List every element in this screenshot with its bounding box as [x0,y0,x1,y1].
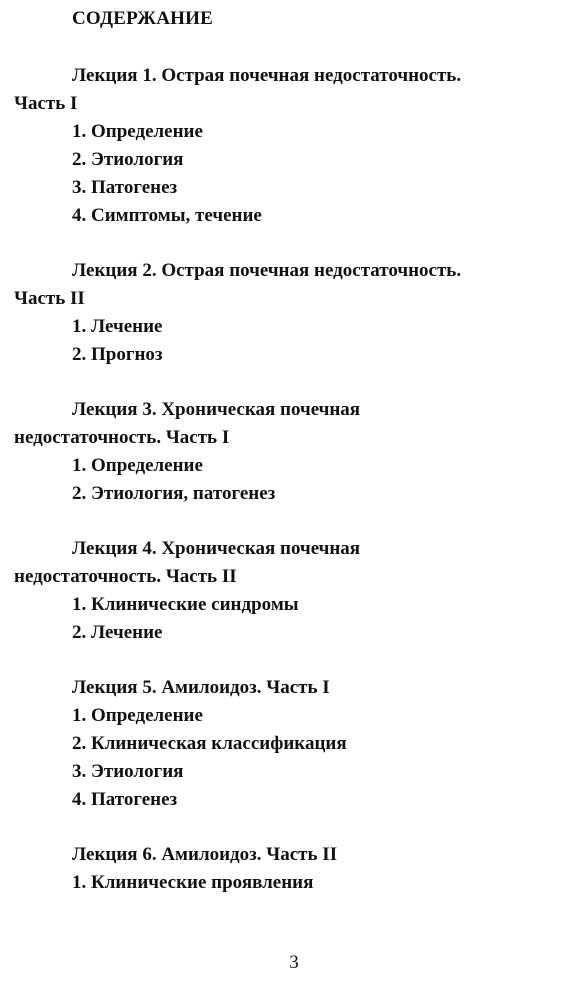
topic-item: 1. Клинические проявления [72,872,314,893]
topic-item: 1. Определение [72,705,203,726]
topic-item: 2. Этиология, патогенез [72,483,276,504]
table-of-contents [14,62,584,924]
topic-item: 2. Прогноз [72,344,163,365]
lecture-heading-line1: Лекция 5. Амилоидоз. Часть I [72,677,330,698]
lecture-heading-line1: Лекция 1. Острая почечная недостаточность. [72,65,462,86]
page-title: СОДЕРЖАНИЕ [72,8,213,29]
topic-item: 2. Этиология [72,149,184,170]
topic-item: 3. Этиология [72,761,184,782]
page-number: 3 [289,952,299,973]
lecture-heading-line1: Лекция 2. Острая почечная недостаточность. [72,260,462,281]
lecture-4 [14,535,584,647]
topic-item: 1. Определение [72,121,203,142]
topic-item: 4. Патогенез [72,789,178,810]
topic-item: 3. Патогенез [72,177,178,198]
lecture-heading-line2: Часть I [14,93,78,114]
topic-item: 1. Клинические синдромы [72,594,299,615]
lecture-1 [14,62,584,230]
lecture-heading-line2: Часть II [14,288,85,309]
topic-item: 1. Лечение [72,316,163,337]
lecture-heading-line1: Лекция 6. Амилоидоз. Часть II [72,844,338,865]
topic-item: 4. Симптомы, течение [72,205,262,226]
lecture-heading-line1: Лекция 4. Хроническая почечная [72,538,361,559]
lecture-5 [14,674,584,814]
lecture-heading-line2: недостаточность. Часть II [14,566,237,587]
lecture-heading-line1: Лекция 3. Хроническая почечная [72,399,361,420]
topic-item: 1. Определение [72,455,203,476]
lecture-6 [14,841,584,897]
topic-item: 2. Клиническая классификация [72,733,347,754]
lecture-3 [14,396,584,508]
topic-item: 2. Лечение [72,622,163,643]
lecture-2 [14,257,584,369]
lecture-heading-line2: недостаточность. Часть I [14,427,230,448]
